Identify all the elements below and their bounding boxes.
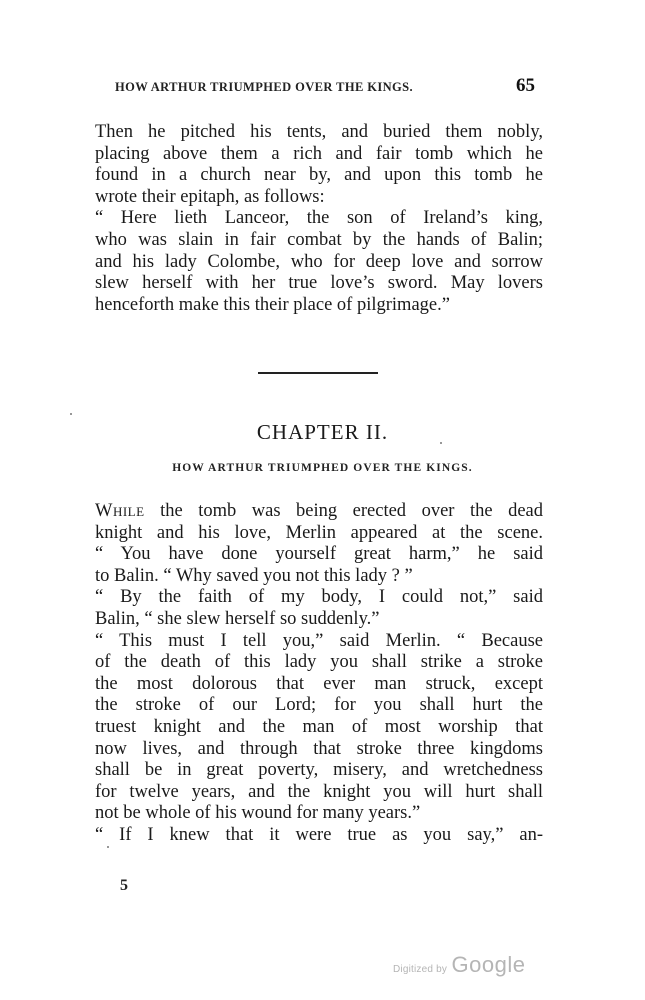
text-line: Balin, “ she slew herself so suddenly.” xyxy=(95,608,380,629)
text-line: “ If I knew that it were true as you say,” an- xyxy=(95,824,543,845)
text-line xyxy=(95,501,543,523)
text-line: for twelve years, and the knight you will hurt shall xyxy=(95,781,543,802)
text-line: found in a church near by, and upon this tomb he xyxy=(95,165,543,186)
closing-paragraph xyxy=(95,122,543,316)
paper-speck xyxy=(107,846,109,848)
text-line: henceforth make this their place of pilgrimage.” xyxy=(95,294,450,315)
watermark-prefix: Digitized by xyxy=(393,964,448,975)
text-line: and his lady Colombe, who for deep love and sorrow xyxy=(95,251,543,272)
text-line: Then he pitched his tents, and buried them nobly, xyxy=(95,122,543,142)
chapter-subtitle: HOW ARTHUR TRIUMPHED OVER THE KINGS. xyxy=(172,462,473,474)
text-line: who was slain in fair combat by the hands of Balin; xyxy=(95,229,543,250)
running-head: HOW ARTHUR TRIUMPHED OVER THE KINGS. xyxy=(115,80,414,94)
digitization-watermark xyxy=(393,952,526,978)
text-line: “ By the faith of my body, I could not,” said xyxy=(95,587,543,608)
text-line: the stroke of our Lord; for you shall hurt the xyxy=(95,695,543,716)
text-line: “ Here lieth Lanceor, the son of Ireland’s king, xyxy=(95,208,543,229)
opening-line-rest: the tomb was being erected over the dead xyxy=(144,501,543,521)
page-number: 65 xyxy=(516,75,535,96)
text-line: shall be in great poverty, misery, and wretchedness xyxy=(95,760,543,781)
text-line: now lives, and through that stroke three kingdoms xyxy=(95,738,543,759)
section-divider xyxy=(258,372,378,374)
text-line: not be whole of his wound for many years.” xyxy=(95,803,421,824)
text-line: wrote their epitaph, as follows: xyxy=(95,186,325,207)
opening-word: While xyxy=(95,501,145,521)
text-line: knight and his love, Merlin appeared at the scene. xyxy=(95,522,543,543)
signature-mark: 5 xyxy=(120,877,128,894)
text-line: truest knight and the man of most worship that xyxy=(95,716,543,737)
text-line: the most dolorous that ever man struck, except xyxy=(95,673,543,694)
text-line: to Balin. “ Why saved you not this lady ? ” xyxy=(95,565,413,586)
text-line: “ You have done yourself great harm,” he said xyxy=(95,544,543,565)
text-line: “ This must I tell you,” said Merlin. “ Because xyxy=(95,630,543,651)
text-line: placing above them a rich and fair tomb which he xyxy=(95,143,543,164)
text-line: slew herself with her true love’s sword. May lovers xyxy=(95,273,543,294)
paper-speck xyxy=(70,413,72,415)
text-line: of the death of this lady you shall strike a stroke xyxy=(95,652,543,673)
paper-speck xyxy=(440,442,442,444)
chapter-title: CHAPTER II. xyxy=(256,420,389,444)
chapter-body xyxy=(95,501,543,847)
watermark-brand: Google xyxy=(451,952,526,977)
